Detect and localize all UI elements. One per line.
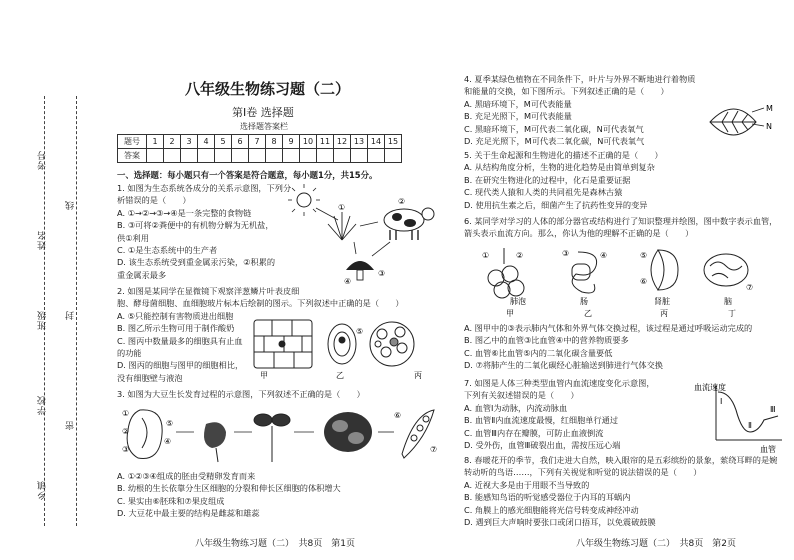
footer-right: 八年级生物练习题（二） 共8页 第2页 xyxy=(576,539,736,549)
answer-cell[interactable] xyxy=(215,149,232,163)
panel-yi: 乙 xyxy=(336,371,344,380)
option-b[interactable]: B. 幼根的生长依靠分生区细胞的分裂和伸长区细胞的体积增大 xyxy=(117,483,341,494)
answer-cell[interactable] xyxy=(164,149,181,163)
answer-table-number: 7 xyxy=(249,135,266,149)
question-3 xyxy=(117,388,365,400)
label-3: ③ xyxy=(122,445,130,454)
option-a[interactable]: A. 血管Ⅰ为动脉，内流动脉血 xyxy=(464,402,568,413)
option-d[interactable]: D. 该生态系统受到重金属汞污染，②积累的 xyxy=(117,257,276,268)
footer-left: 八年级生物练习题（二） 共8页 第1页 xyxy=(195,539,355,549)
question-stem: 下列有关叙述错误的是（ ） xyxy=(464,390,579,401)
option-c[interactable]: C. 血管⑥比血管⑤内的二氧化碳含量要低 xyxy=(464,347,613,358)
answer-table-number: 4 xyxy=(198,135,215,149)
option-c[interactable]: C. ①是生态系统中的生产者 xyxy=(117,245,218,256)
answer-table-number: 5 xyxy=(215,135,232,149)
ecosystem-diagram xyxy=(282,186,452,286)
organ-brain: 脑 xyxy=(724,297,732,306)
cow-icon xyxy=(384,208,434,240)
question-stem: 6. 某同学对学习的人体的部分器官或结构进行了知识整理并绘图，图中数字表示血管， xyxy=(464,216,778,226)
organ-lung: 肺泡 xyxy=(510,297,526,306)
label-4: ④ xyxy=(600,251,608,260)
blood-flow-chart xyxy=(694,380,784,456)
answer-table-number: 11 xyxy=(317,135,334,149)
cells-diagram xyxy=(252,318,452,380)
option-c[interactable]: C. 黑暗环境下，M可代表二氧化碳，N可代表氧气 xyxy=(464,123,644,134)
answer-table-number: 2 xyxy=(164,135,181,149)
panel-jia: 甲 xyxy=(506,309,514,318)
answer-table-row1-label: 题号 xyxy=(118,135,147,149)
answer-cell[interactable] xyxy=(385,149,402,163)
question-stem: 2. 如图是某同学在显微镜下观察洋葱鳞片叶表皮细 xyxy=(117,286,300,296)
label-6: ⑥ xyxy=(640,277,648,286)
germinating-seed-icon xyxy=(204,422,226,462)
answer-table-row2-label: 答案 xyxy=(118,149,147,163)
answer-cell[interactable] xyxy=(334,149,351,163)
option-c[interactable]: C. 现代类人猿和人类的共同祖先是森林古猿 xyxy=(464,187,623,198)
kidney-icon xyxy=(651,250,678,290)
answer-cell[interactable] xyxy=(266,149,283,163)
blood-cells-icon xyxy=(370,322,414,366)
question-stem: 胞、酵母菌细胞、血细胞玻片标本后绘制的图示。下列叙述中正确的是（ ） xyxy=(117,298,404,309)
answer-cell[interactable] xyxy=(181,149,198,163)
option-c-cont: 的功能 xyxy=(117,348,142,359)
question-3-options xyxy=(117,470,341,520)
organ-kidney: 肾脏 xyxy=(654,297,670,306)
leaf-diagram xyxy=(708,96,774,146)
answer-cell[interactable] xyxy=(249,149,266,163)
answer-cell[interactable] xyxy=(283,149,300,163)
answer-cell[interactable] xyxy=(300,149,317,163)
question-stem: 转动听的鸟语……，下列有关视觉和听觉的说法错误的是（ ） xyxy=(464,467,702,478)
label-1: ① xyxy=(338,203,346,212)
answer-table-number: 13 xyxy=(351,135,368,149)
option-a[interactable]: A. ①→②→③→④是一条完整的食物链 xyxy=(117,207,252,218)
option-c[interactable]: C. 果实由⑥胚珠和⑦果皮组成 xyxy=(117,495,225,506)
option-d[interactable]: D. ⑦将肺产生的二氧化碳经心脏输送到肺进行气体交换 xyxy=(464,360,663,371)
answer-table-number: 3 xyxy=(181,135,198,149)
question-stem: 5. 关于生命起源和生物进化的描述不正确的是（ ） xyxy=(464,150,663,160)
sun-rays-icon xyxy=(288,184,320,216)
question-8 xyxy=(464,454,777,528)
seedling-icon xyxy=(254,414,290,462)
sun-icon xyxy=(297,193,311,207)
option-b[interactable]: B. 图乙所示生物可用于制作酸奶 xyxy=(117,323,235,334)
label-1: ① xyxy=(122,409,130,418)
arrow-m xyxy=(752,108,764,112)
option-a[interactable]: A. 从结构角度分析，生物的进化趋势是由简单到复杂 xyxy=(464,162,655,173)
instructions: 一、选择题：每小题只有一个答案是符合题意，每小题1分，共15分。 xyxy=(117,170,378,180)
organ-intestine: 肠 xyxy=(580,297,588,306)
question-stem: 8. 春暖花开的季节，我们走进大自然，映入眼帘的是五彩缤纷的景象，萦绕耳畔的是婉 xyxy=(464,455,778,465)
label-3: ③ xyxy=(378,269,386,278)
curve-label-1: Ⅰ xyxy=(720,397,723,406)
brain-icon xyxy=(704,254,748,286)
label-2: ② xyxy=(516,251,524,260)
option-b[interactable]: B. ③可将②粪便中的有机物分解为无机盐， xyxy=(117,220,274,231)
bean-seed-icon xyxy=(127,410,162,459)
label-3: ③ xyxy=(562,249,570,258)
answer-cell[interactable] xyxy=(351,149,368,163)
arrow-down-left xyxy=(354,242,356,254)
answer-cell[interactable] xyxy=(198,149,215,163)
question-stem: 1. 如图为生态系统各成分的关系示意图，下列分 xyxy=(117,183,292,193)
leaf-icon xyxy=(710,109,756,135)
option-d[interactable]: D. 遇到巨大声响时要张口或闭口捂耳，以免震破鼓膜 xyxy=(464,517,656,528)
plant-icon xyxy=(324,412,372,452)
option-a[interactable]: A. 近视大多是由于用眼不当导致的 xyxy=(464,479,590,490)
label-1: ① xyxy=(482,251,490,260)
answer-table-number: 10 xyxy=(300,135,317,149)
section-title: 第Ⅰ卷 选择题 xyxy=(232,106,294,119)
answer-table-number: 8 xyxy=(266,135,283,149)
option-b[interactable]: B. 图乙中的血管③比血管④中的营养物质要多 xyxy=(464,335,629,346)
option-d-cont: 没有细胞壁与液泡 xyxy=(117,372,183,383)
answer-table-number: 15 xyxy=(385,135,402,149)
yeast-cell-icon xyxy=(328,324,356,364)
axis-x-label: 血管 xyxy=(760,445,776,454)
question-6 xyxy=(464,215,777,240)
label-5: ⑤ xyxy=(356,327,364,336)
option-b[interactable]: B. 在研究生物进化的过程中，化石是重要证据 xyxy=(464,174,631,185)
seal-char-xian: 线 xyxy=(66,200,76,210)
option-b[interactable]: B. 血管Ⅱ内血流速度最慢，红细胞单行通过 xyxy=(464,415,619,426)
option-d[interactable]: D. 图丙的细胞与图甲的细胞相比， xyxy=(117,360,244,371)
option-a[interactable]: A. ⑤只能控制有害物质进出细胞 xyxy=(117,310,234,321)
label-2: ② xyxy=(122,427,130,436)
curve-label-2: Ⅱ xyxy=(748,421,752,430)
intestine-icon xyxy=(572,252,597,293)
axis-y-label: 血流速度 xyxy=(694,383,726,392)
question-5 xyxy=(464,149,663,211)
label-n: N xyxy=(766,122,772,131)
question-stem: 和能量的交换，如下图所示。下列叙述正确的是（ ） xyxy=(464,86,669,97)
town-label: 乡镇 xyxy=(38,480,48,500)
question-stem: 箭头表示血流方向。那么，你认为他的理解不正确的是（ ） xyxy=(464,228,694,239)
question-stem: 7. 如图是人体三种类型血管内血流速度变化示意图， xyxy=(464,378,655,388)
answer-cell[interactable] xyxy=(147,149,164,163)
class-label: 班级 xyxy=(38,310,48,330)
option-d[interactable]: D. 充足光照下，M可代表二氧化碳，N可代表氧气 xyxy=(464,136,645,147)
option-d-cont: 重金属汞最多 xyxy=(117,269,167,280)
answer-cell[interactable] xyxy=(317,149,334,163)
answer-bar-title: 选择题答案栏 xyxy=(240,122,288,131)
arrow-down-right xyxy=(372,242,390,256)
option-a[interactable]: A. 黑暗环境下，M可代表能量 xyxy=(464,98,572,109)
soybean-growth-diagram xyxy=(122,404,442,466)
option-a[interactable]: A. ①②③④组成的胚由受精卵发育而来 xyxy=(117,471,256,481)
name-label: 姓名 xyxy=(38,230,48,250)
question-4 xyxy=(464,73,695,147)
answer-table-number: 6 xyxy=(232,135,249,149)
option-b-cont: 供①利用 xyxy=(117,232,149,243)
label-6: ⑥ xyxy=(394,411,402,420)
label-7: ⑦ xyxy=(430,445,438,454)
exam-no-label: 考号 xyxy=(38,150,48,170)
option-d[interactable]: D. 使用抗生素之后，细菌产生了抗药性变异的变异 xyxy=(464,199,648,210)
question-7 xyxy=(464,377,655,451)
option-b[interactable]: B. 能感知鸟语的听觉感受器位于内耳的耳蜗内 xyxy=(464,492,631,503)
question-stem: 析错误的是（ ） xyxy=(117,195,191,206)
page-title: 八年级生物练习题（二） xyxy=(185,80,351,98)
seal-char-feng: 封 xyxy=(66,310,76,320)
option-a[interactable]: A. 图甲中的③表示肺内气体和外界气体交换过程，该过程是通过呼吸运动完成的 xyxy=(464,323,753,333)
panel-ding: 丁 xyxy=(728,309,736,318)
question-1 xyxy=(117,182,291,281)
onion-cells-icon xyxy=(254,320,312,368)
label-2: ② xyxy=(398,197,406,206)
question-6-options xyxy=(464,322,752,372)
organs-diagram xyxy=(480,244,780,318)
option-d[interactable]: D. 大豆花中最主要的结构是雌蕊和雄蕊 xyxy=(117,508,260,519)
label-m: M xyxy=(766,104,773,113)
label-7: ⑦ xyxy=(746,283,754,292)
answer-table-number: 12 xyxy=(334,135,351,149)
option-c[interactable]: C. 图丙中数量最多的细胞具有止血 xyxy=(117,335,243,346)
answer-table-number: 1 xyxy=(147,135,164,149)
grass-icon xyxy=(328,212,356,240)
question-stem: 3. 如图为大豆生长发育过程的示意图，下列叙述不正确的是（ ） xyxy=(117,389,365,399)
arrow-1-2 xyxy=(360,222,378,226)
question-stem: 4. 夏季某绿色植物在不同条件下，叶片与外界不断地进行着物质 xyxy=(464,74,696,84)
answer-table xyxy=(117,134,402,163)
panel-bing: 丙 xyxy=(414,371,422,380)
answer-cell[interactable] xyxy=(368,149,385,163)
answer-table-number: 14 xyxy=(368,135,385,149)
label-5: ⑤ xyxy=(640,251,648,260)
option-c[interactable]: C. 角膜上的感光细胞能将光信号转变成神经冲动 xyxy=(464,504,639,515)
label-4: ④ xyxy=(164,437,172,446)
school-label: 学校 xyxy=(38,395,48,415)
option-d[interactable]: D. 受外伤，血管Ⅲ破裂出血，需按压远心端 xyxy=(464,440,621,451)
panel-bing: 丙 xyxy=(660,309,668,318)
label-4: ④ xyxy=(344,277,352,286)
label-5: ⑤ xyxy=(166,419,174,428)
curve-label-3: Ⅲ xyxy=(770,405,776,414)
answer-table-number: 9 xyxy=(283,135,300,149)
option-b[interactable]: B. 充足光照下，M可代表能量 xyxy=(464,111,572,122)
panel-yi: 乙 xyxy=(584,309,592,318)
panel-jia: 甲 xyxy=(260,371,268,380)
answer-cell[interactable] xyxy=(232,149,249,163)
seal-char-mi: 密 xyxy=(66,420,76,430)
option-c[interactable]: C. 血管Ⅲ内存在瓣膜，可防止血液倒流 xyxy=(464,427,604,438)
